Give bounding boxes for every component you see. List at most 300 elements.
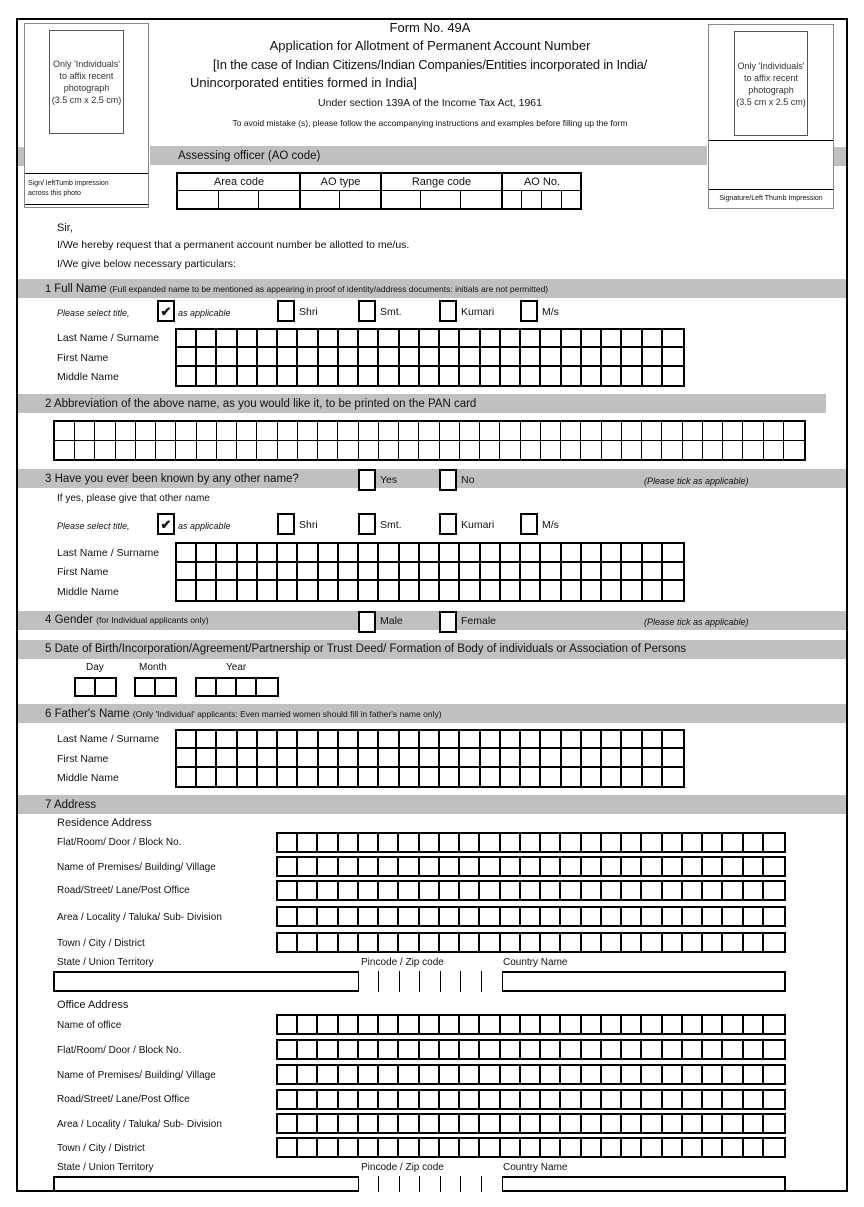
- char-box[interactable]: [643, 348, 663, 366]
- char-box[interactable]: [440, 348, 460, 366]
- char-box[interactable]: [359, 1176, 379, 1192]
- char-box[interactable]: [561, 1139, 581, 1156]
- char-box[interactable]: [359, 731, 379, 749]
- char-box[interactable]: [420, 1041, 440, 1058]
- char-box[interactable]: [622, 882, 642, 899]
- char-box[interactable]: [379, 1066, 399, 1083]
- char-box[interactable]: [339, 858, 359, 875]
- char-box[interactable]: [136, 441, 156, 460]
- char-box[interactable]: [197, 367, 217, 385]
- ao-input-cell[interactable]: [381, 191, 421, 208]
- office-area-input[interactable]: [276, 1113, 786, 1134]
- char-box[interactable]: [582, 1066, 602, 1083]
- char-box[interactable]: [501, 544, 521, 563]
- char-box[interactable]: [582, 544, 602, 563]
- char-box[interactable]: [622, 1139, 642, 1156]
- char-box[interactable]: [663, 834, 683, 851]
- char-box[interactable]: [339, 731, 359, 749]
- char-box[interactable]: [217, 544, 237, 563]
- char-box[interactable]: [319, 367, 339, 385]
- char-box[interactable]: [581, 441, 601, 460]
- char-box[interactable]: [359, 971, 379, 992]
- char-box[interactable]: [359, 1139, 379, 1156]
- char-box[interactable]: [440, 1016, 460, 1033]
- char-box[interactable]: [420, 348, 440, 366]
- char-box[interactable]: [460, 330, 480, 348]
- char-box[interactable]: [318, 882, 338, 899]
- char-box[interactable]: [339, 1066, 359, 1083]
- char-box[interactable]: [237, 422, 257, 441]
- char-box[interactable]: [379, 971, 399, 992]
- char-box[interactable]: [541, 581, 561, 600]
- char-box[interactable]: [461, 1176, 481, 1192]
- char-box[interactable]: [642, 1115, 662, 1132]
- char-box[interactable]: [400, 749, 420, 767]
- char-box[interactable]: [359, 858, 379, 875]
- char-box[interactable]: [399, 1016, 419, 1033]
- char-box[interactable]: [318, 441, 338, 460]
- char-box[interactable]: [440, 544, 460, 563]
- char-box[interactable]: [379, 934, 399, 951]
- char-box[interactable]: [420, 330, 440, 348]
- char-box[interactable]: [419, 422, 439, 441]
- char-box[interactable]: [622, 934, 642, 951]
- char-box[interactable]: [319, 544, 339, 563]
- char-box[interactable]: [177, 367, 197, 385]
- char-box[interactable]: [359, 581, 379, 600]
- char-box[interactable]: [723, 441, 743, 460]
- char-box[interactable]: [602, 1115, 622, 1132]
- char-box[interactable]: [217, 731, 237, 749]
- char-box[interactable]: [663, 882, 683, 899]
- char-box[interactable]: [481, 581, 501, 600]
- char-box[interactable]: [258, 544, 278, 563]
- char-box[interactable]: [460, 441, 480, 460]
- char-box[interactable]: [359, 1091, 379, 1108]
- char-box[interactable]: [703, 858, 723, 875]
- char-box[interactable]: [359, 908, 379, 925]
- char-box[interactable]: [703, 1041, 723, 1058]
- char-box[interactable]: [177, 749, 197, 767]
- char-box[interactable]: [95, 441, 115, 460]
- char-box[interactable]: [379, 441, 399, 460]
- dob-year-input[interactable]: [195, 677, 279, 697]
- char-box[interactable]: [703, 441, 723, 460]
- char-box[interactable]: [339, 348, 359, 366]
- char-box[interactable]: [339, 544, 359, 563]
- char-box[interactable]: [501, 834, 521, 851]
- photo-box-left[interactable]: [24, 23, 149, 208]
- char-box[interactable]: [501, 882, 521, 899]
- char-box[interactable]: [55, 441, 75, 460]
- char-box[interactable]: [318, 1066, 338, 1083]
- char-box[interactable]: [440, 731, 460, 749]
- char-box[interactable]: [440, 367, 460, 385]
- char-box[interactable]: [764, 882, 784, 899]
- char-box[interactable]: [723, 1041, 743, 1058]
- char-box[interactable]: [581, 422, 601, 441]
- char-box[interactable]: [359, 441, 379, 460]
- char-box[interactable]: [298, 858, 318, 875]
- char-box[interactable]: [723, 1066, 743, 1083]
- char-box[interactable]: [298, 749, 318, 767]
- char-box[interactable]: [521, 934, 541, 951]
- char-box[interactable]: [642, 1139, 662, 1156]
- char-box[interactable]: [460, 908, 480, 925]
- char-box[interactable]: [582, 563, 602, 582]
- char-box[interactable]: [440, 422, 460, 441]
- char-box[interactable]: [541, 563, 561, 582]
- char-box[interactable]: [298, 834, 318, 851]
- char-box[interactable]: [460, 1115, 480, 1132]
- char-box[interactable]: [197, 330, 217, 348]
- char-box[interactable]: [622, 581, 642, 600]
- char-box[interactable]: [440, 934, 460, 951]
- checkbox-shri[interactable]: [277, 513, 295, 535]
- char-box[interactable]: [521, 749, 541, 767]
- char-box[interactable]: [359, 330, 379, 348]
- char-box[interactable]: [541, 544, 561, 563]
- char-box[interactable]: [278, 858, 298, 875]
- char-box[interactable]: [460, 1139, 480, 1156]
- char-box[interactable]: [663, 768, 683, 786]
- char-box[interactable]: [703, 908, 723, 925]
- char-box[interactable]: [359, 348, 379, 366]
- char-box[interactable]: [359, 768, 379, 786]
- char-box[interactable]: [278, 1066, 298, 1083]
- dob-day-input[interactable]: [74, 677, 117, 697]
- char-box[interactable]: [278, 1041, 298, 1058]
- char-box[interactable]: [399, 1139, 419, 1156]
- char-box[interactable]: [501, 1115, 521, 1132]
- char-box[interactable]: [460, 1091, 480, 1108]
- char-box[interactable]: [298, 1091, 318, 1108]
- char-box[interactable]: [379, 563, 399, 582]
- char-box[interactable]: [258, 367, 278, 385]
- char-box[interactable]: [561, 834, 581, 851]
- char-box[interactable]: [642, 882, 662, 899]
- char-box[interactable]: [440, 441, 460, 460]
- char-box[interactable]: [440, 330, 460, 348]
- char-box[interactable]: [582, 908, 602, 925]
- char-box[interactable]: [379, 348, 399, 366]
- char-box[interactable]: [399, 858, 419, 875]
- char-box[interactable]: [258, 563, 278, 582]
- char-box[interactable]: [561, 1041, 581, 1058]
- char-box[interactable]: [784, 441, 804, 460]
- char-box[interactable]: [521, 1041, 541, 1058]
- char-box[interactable]: [501, 934, 521, 951]
- char-box[interactable]: [521, 731, 541, 749]
- char-box[interactable]: [177, 581, 197, 600]
- checkbox-male[interactable]: [358, 611, 376, 633]
- char-box[interactable]: [561, 908, 581, 925]
- char-box[interactable]: [643, 544, 663, 563]
- char-box[interactable]: [400, 544, 420, 563]
- char-box[interactable]: [703, 422, 723, 441]
- char-box[interactable]: [399, 422, 419, 441]
- char-box[interactable]: [197, 679, 217, 695]
- char-box[interactable]: [440, 1091, 460, 1108]
- residence-pincode-input[interactable]: [358, 971, 503, 992]
- char-box[interactable]: [420, 581, 440, 600]
- char-box[interactable]: [602, 731, 622, 749]
- char-box[interactable]: [278, 1091, 298, 1108]
- residence-area-input[interactable]: [276, 906, 786, 927]
- char-box[interactable]: [55, 422, 75, 441]
- char-box[interactable]: [278, 1016, 298, 1033]
- char-box[interactable]: [764, 1041, 784, 1058]
- char-box[interactable]: [602, 834, 622, 851]
- char-box[interactable]: [420, 544, 440, 563]
- char-box[interactable]: [643, 563, 663, 582]
- char-box[interactable]: [399, 1041, 419, 1058]
- char-box[interactable]: [339, 882, 359, 899]
- char-box[interactable]: [663, 544, 683, 563]
- char-box[interactable]: [582, 934, 602, 951]
- char-box[interactable]: [441, 971, 461, 992]
- char-box[interactable]: [258, 749, 278, 767]
- char-box[interactable]: [156, 679, 176, 695]
- char-box[interactable]: [460, 834, 480, 851]
- char-box[interactable]: [562, 768, 582, 786]
- dob-month-input[interactable]: [134, 677, 177, 697]
- char-box[interactable]: [541, 1041, 561, 1058]
- char-box[interactable]: [480, 1016, 500, 1033]
- char-box[interactable]: [420, 1016, 440, 1033]
- char-box[interactable]: [622, 731, 642, 749]
- char-box[interactable]: [238, 330, 258, 348]
- char-box[interactable]: [420, 971, 440, 992]
- char-box[interactable]: [642, 908, 662, 925]
- char-box[interactable]: [318, 1091, 338, 1108]
- char-box[interactable]: [703, 934, 723, 951]
- char-box[interactable]: [359, 1041, 379, 1058]
- char-box[interactable]: [237, 679, 257, 695]
- char-box[interactable]: [96, 679, 116, 695]
- char-box[interactable]: [257, 679, 277, 695]
- char-box[interactable]: [764, 908, 784, 925]
- residence-premises-input[interactable]: [276, 856, 786, 877]
- char-box[interactable]: [379, 330, 399, 348]
- char-box[interactable]: [663, 731, 683, 749]
- char-box[interactable]: [642, 858, 662, 875]
- char-box[interactable]: [379, 1176, 399, 1192]
- char-box[interactable]: [541, 422, 561, 441]
- char-box[interactable]: [663, 330, 683, 348]
- char-box[interactable]: [379, 1115, 399, 1132]
- char-box[interactable]: [501, 768, 521, 786]
- char-box[interactable]: [156, 441, 176, 460]
- char-box[interactable]: [764, 1016, 784, 1033]
- char-box[interactable]: [602, 348, 622, 366]
- char-box[interactable]: [480, 858, 500, 875]
- char-box[interactable]: [460, 731, 480, 749]
- char-box[interactable]: [602, 934, 622, 951]
- char-box[interactable]: [663, 1066, 683, 1083]
- char-box[interactable]: [642, 1066, 662, 1083]
- char-box[interactable]: [663, 1139, 683, 1156]
- office-premises-input[interactable]: [276, 1064, 786, 1085]
- char-box[interactable]: [663, 563, 683, 582]
- char-box[interactable]: [319, 563, 339, 582]
- char-box[interactable]: [420, 1091, 440, 1108]
- char-box[interactable]: [379, 768, 399, 786]
- char-box[interactable]: [339, 367, 359, 385]
- char-box[interactable]: [683, 1016, 703, 1033]
- char-box[interactable]: [480, 1066, 500, 1083]
- char-box[interactable]: [359, 934, 379, 951]
- char-box[interactable]: [379, 908, 399, 925]
- char-box[interactable]: [379, 544, 399, 563]
- office-town-input[interactable]: [276, 1137, 786, 1158]
- char-box[interactable]: [744, 858, 764, 875]
- char-box[interactable]: [501, 908, 521, 925]
- char-box[interactable]: [177, 768, 197, 786]
- char-box[interactable]: [460, 768, 480, 786]
- char-box[interactable]: [460, 422, 480, 441]
- char-box[interactable]: [663, 581, 683, 600]
- char-box[interactable]: [319, 348, 339, 366]
- char-box[interactable]: [480, 1115, 500, 1132]
- char-box[interactable]: [379, 858, 399, 875]
- char-box[interactable]: [298, 731, 318, 749]
- char-box[interactable]: [643, 330, 663, 348]
- title-tick-checkbox[interactable]: [157, 513, 175, 535]
- char-box[interactable]: [319, 330, 339, 348]
- full-name-grid[interactable]: [175, 328, 685, 387]
- char-box[interactable]: [480, 882, 500, 899]
- char-box[interactable]: [602, 367, 622, 385]
- char-box[interactable]: [319, 749, 339, 767]
- char-box[interactable]: [521, 882, 541, 899]
- char-box[interactable]: [399, 882, 419, 899]
- char-box[interactable]: [318, 934, 338, 951]
- office-name-input[interactable]: [276, 1014, 786, 1035]
- char-box[interactable]: [582, 581, 602, 600]
- char-box[interactable]: [501, 1091, 521, 1108]
- char-box[interactable]: [602, 1041, 622, 1058]
- char-box[interactable]: [622, 441, 642, 460]
- char-box[interactable]: [501, 1139, 521, 1156]
- char-box[interactable]: [197, 422, 217, 441]
- char-box[interactable]: [642, 1091, 662, 1108]
- char-box[interactable]: [319, 768, 339, 786]
- char-box[interactable]: [582, 749, 602, 767]
- char-box[interactable]: [440, 834, 460, 851]
- char-box[interactable]: [359, 367, 379, 385]
- char-box[interactable]: [379, 882, 399, 899]
- char-box[interactable]: [217, 679, 237, 695]
- char-box[interactable]: [379, 1139, 399, 1156]
- char-box[interactable]: [663, 1115, 683, 1132]
- char-box[interactable]: [643, 768, 663, 786]
- char-box[interactable]: [318, 1139, 338, 1156]
- char-box[interactable]: [541, 834, 561, 851]
- char-box[interactable]: [622, 858, 642, 875]
- char-box[interactable]: [562, 563, 582, 582]
- char-box[interactable]: [278, 367, 298, 385]
- checkbox-kumari[interactable]: [439, 513, 457, 535]
- char-box[interactable]: [561, 1115, 581, 1132]
- char-box[interactable]: [602, 563, 622, 582]
- char-box[interactable]: [521, 834, 541, 851]
- checkbox-female[interactable]: [439, 611, 457, 633]
- char-box[interactable]: [76, 679, 96, 695]
- char-box[interactable]: [400, 768, 420, 786]
- char-box[interactable]: [420, 882, 440, 899]
- char-box[interactable]: [359, 1016, 379, 1033]
- char-box[interactable]: [440, 908, 460, 925]
- ao-input-cell[interactable]: [421, 191, 461, 208]
- char-box[interactable]: [441, 1176, 461, 1192]
- char-box[interactable]: [501, 1041, 521, 1058]
- ao-input-cell[interactable]: [542, 191, 562, 208]
- char-box[interactable]: [501, 749, 521, 767]
- char-box[interactable]: [217, 367, 237, 385]
- char-box[interactable]: [420, 858, 440, 875]
- char-box[interactable]: [642, 441, 662, 460]
- char-box[interactable]: [703, 1091, 723, 1108]
- char-box[interactable]: [723, 1115, 743, 1132]
- char-box[interactable]: [217, 749, 237, 767]
- char-box[interactable]: [561, 422, 581, 441]
- char-box[interactable]: [602, 544, 622, 563]
- char-box[interactable]: [278, 908, 298, 925]
- char-box[interactable]: [602, 768, 622, 786]
- char-box[interactable]: [399, 441, 419, 460]
- char-box[interactable]: [541, 908, 561, 925]
- char-box[interactable]: [622, 768, 642, 786]
- char-box[interactable]: [399, 1091, 419, 1108]
- char-box[interactable]: [643, 581, 663, 600]
- char-box[interactable]: [643, 731, 663, 749]
- char-box[interactable]: [622, 330, 642, 348]
- char-box[interactable]: [278, 544, 298, 563]
- char-box[interactable]: [602, 330, 622, 348]
- char-box[interactable]: [622, 749, 642, 767]
- char-box[interactable]: [339, 749, 359, 767]
- char-box[interactable]: [257, 441, 277, 460]
- char-box[interactable]: [622, 1115, 642, 1132]
- title-tick-checkbox[interactable]: [157, 300, 175, 322]
- char-box[interactable]: [743, 422, 763, 441]
- char-box[interactable]: [683, 908, 703, 925]
- char-box[interactable]: [460, 1066, 480, 1083]
- checkbox-shri[interactable]: [277, 300, 295, 322]
- char-box[interactable]: [744, 1016, 764, 1033]
- char-box[interactable]: [642, 1041, 662, 1058]
- char-box[interactable]: [339, 1139, 359, 1156]
- char-box[interactable]: [440, 749, 460, 767]
- char-box[interactable]: [298, 544, 318, 563]
- char-box[interactable]: [399, 834, 419, 851]
- char-box[interactable]: [217, 441, 237, 460]
- char-box[interactable]: [238, 581, 258, 600]
- char-box[interactable]: [278, 882, 298, 899]
- residence-town-input[interactable]: [276, 932, 786, 953]
- char-box[interactable]: [419, 441, 439, 460]
- char-box[interactable]: [501, 1016, 521, 1033]
- char-box[interactable]: [238, 749, 258, 767]
- char-box[interactable]: [319, 731, 339, 749]
- char-box[interactable]: [298, 882, 318, 899]
- char-box[interactable]: [561, 934, 581, 951]
- char-box[interactable]: [379, 749, 399, 767]
- char-box[interactable]: [460, 544, 480, 563]
- char-box[interactable]: [400, 581, 420, 600]
- char-box[interactable]: [359, 882, 379, 899]
